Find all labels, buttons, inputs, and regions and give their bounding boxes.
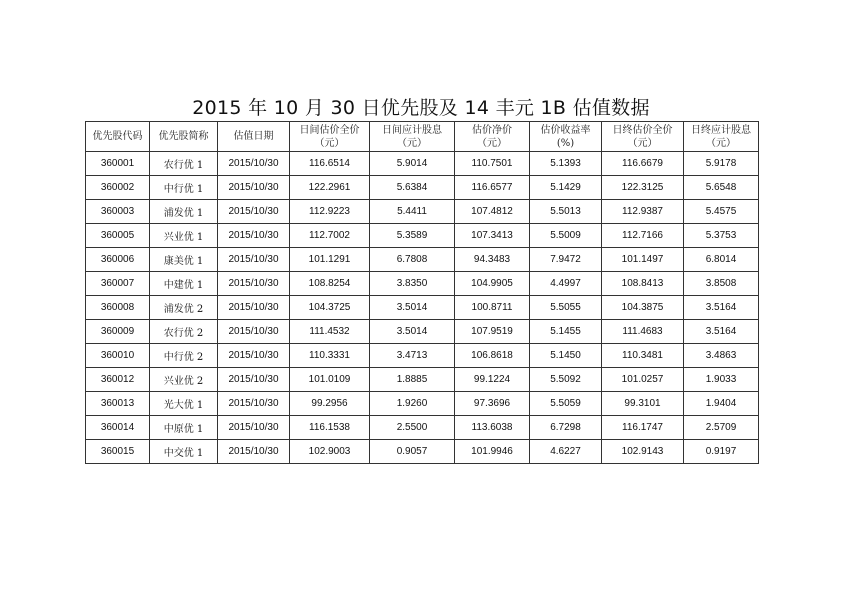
column-header-day-full [290, 122, 370, 152]
cell-eod-accrued: 5.3753 [684, 224, 759, 248]
cell-day-accrued: 3.4713 [370, 344, 455, 368]
cell-code: 360008 [86, 296, 150, 320]
table-row [86, 272, 759, 296]
cell-net: 97.3696 [455, 392, 530, 416]
cell-eod-accrued: 3.4863 [684, 344, 759, 368]
cell-name: 中建优 1 [150, 272, 218, 296]
cell-eod-full: 116.6679 [602, 152, 684, 176]
cell-day-full: 122.2961 [290, 176, 370, 200]
cell-yield: 4.6227 [530, 440, 602, 464]
cell-day-accrued: 2.5500 [370, 416, 455, 440]
cell-day-accrued: 5.6384 [370, 176, 455, 200]
column-header-unit: （元） [706, 137, 736, 149]
cell-code: 360014 [86, 416, 150, 440]
cell-net: 104.9905 [455, 272, 530, 296]
cell-code: 360001 [86, 152, 150, 176]
cell-eod-accrued: 3.5164 [684, 296, 759, 320]
cell-yield: 4.4997 [530, 272, 602, 296]
cell-eod-accrued: 5.6548 [684, 176, 759, 200]
cell-day-full: 102.9003 [290, 440, 370, 464]
cell-net: 107.4812 [455, 200, 530, 224]
column-header-label: 日终估价全价 [612, 124, 673, 136]
cell-day-accrued: 5.4411 [370, 200, 455, 224]
cell-yield: 5.1393 [530, 152, 602, 176]
cell-eod-full: 101.0257 [602, 368, 684, 392]
cell-date: 2015/10/30 [218, 344, 290, 368]
cell-yield: 5.5092 [530, 368, 602, 392]
cell-yield: 5.1450 [530, 344, 602, 368]
cell-eod-accrued: 6.8014 [684, 248, 759, 272]
cell-day-accrued: 1.8885 [370, 368, 455, 392]
cell-eod-accrued: 1.9033 [684, 368, 759, 392]
cell-day-full: 99.2956 [290, 392, 370, 416]
cell-name: 浦发优 1 [150, 200, 218, 224]
cell-date: 2015/10/30 [218, 416, 290, 440]
cell-code: 360007 [86, 272, 150, 296]
cell-eod-full: 122.3125 [602, 176, 684, 200]
cell-day-accrued: 1.9260 [370, 392, 455, 416]
cell-code: 360009 [86, 320, 150, 344]
cell-name: 农行优 1 [150, 152, 218, 176]
cell-date: 2015/10/30 [218, 320, 290, 344]
cell-yield: 6.7298 [530, 416, 602, 440]
column-header-label: 优先股代码 [92, 131, 143, 142]
column-header-eod-full [602, 122, 684, 152]
cell-eod-accrued: 2.5709 [684, 416, 759, 440]
cell-date: 2015/10/30 [218, 152, 290, 176]
cell-date: 2015/10/30 [218, 272, 290, 296]
cell-day-full: 112.9223 [290, 200, 370, 224]
cell-date: 2015/10/30 [218, 440, 290, 464]
cell-date: 2015/10/30 [218, 200, 290, 224]
cell-yield: 5.5055 [530, 296, 602, 320]
table-row [86, 296, 759, 320]
cell-eod-full: 99.3101 [602, 392, 684, 416]
cell-name: 兴业优 2 [150, 368, 218, 392]
cell-name: 农行优 2 [150, 320, 218, 344]
cell-day-full: 111.4532 [290, 320, 370, 344]
cell-date: 2015/10/30 [218, 224, 290, 248]
cell-eod-full: 112.9387 [602, 200, 684, 224]
column-header-label: 日间估价全价 [299, 124, 360, 136]
cell-code: 360005 [86, 224, 150, 248]
table-row [86, 440, 759, 464]
cell-eod-accrued: 3.8508 [684, 272, 759, 296]
cell-name: 兴业优 1 [150, 224, 218, 248]
cell-code: 360013 [86, 392, 150, 416]
cell-eod-accrued: 3.5164 [684, 320, 759, 344]
column-header-label: 优先股简称 [158, 131, 209, 142]
cell-net: 99.1224 [455, 368, 530, 392]
cell-eod-accrued: 5.4575 [684, 200, 759, 224]
cell-yield: 5.5009 [530, 224, 602, 248]
column-header-date [218, 122, 290, 152]
cell-eod-full: 111.4683 [602, 320, 684, 344]
header-row [86, 122, 759, 152]
cell-day-full: 116.1538 [290, 416, 370, 440]
column-header-label: 估价收益率 [540, 124, 591, 136]
column-header-yield [530, 122, 602, 152]
table-row [86, 248, 759, 272]
column-header-unit: （元） [477, 137, 507, 149]
cell-net: 110.7501 [455, 152, 530, 176]
cell-code: 360015 [86, 440, 150, 464]
column-header-eod-accrued [684, 122, 759, 152]
cell-code: 360012 [86, 368, 150, 392]
column-header-unit: （元） [314, 137, 345, 149]
cell-day-accrued: 3.8350 [370, 272, 455, 296]
table-row [86, 416, 759, 440]
column-header-label: 日间应计股息 [382, 124, 442, 136]
valuation-table [85, 121, 759, 464]
cell-yield: 5.5013 [530, 200, 602, 224]
cell-day-accrued: 6.7808 [370, 248, 455, 272]
column-header-unit: （元） [397, 137, 427, 149]
page-title: 2015 年 10 月 30 日优先股及 14 丰元 1B 估值数据 [192, 97, 650, 119]
column-header-day-accrued [370, 122, 455, 152]
cell-net: 101.9946 [455, 440, 530, 464]
cell-eod-full: 112.7166 [602, 224, 684, 248]
cell-net: 107.3413 [455, 224, 530, 248]
cell-code: 360010 [86, 344, 150, 368]
cell-code: 360003 [86, 200, 150, 224]
column-header-name [150, 122, 218, 152]
cell-eod-full: 116.1747 [602, 416, 684, 440]
cell-day-full: 116.6514 [290, 152, 370, 176]
table-row [86, 200, 759, 224]
cell-eod-accrued: 5.9178 [684, 152, 759, 176]
cell-day-full: 108.8254 [290, 272, 370, 296]
column-header-unit: （元） [627, 137, 658, 149]
cell-name: 中交优 1 [150, 440, 218, 464]
table-row [86, 392, 759, 416]
cell-name: 康美优 1 [150, 248, 218, 272]
cell-net: 100.8711 [455, 296, 530, 320]
table-body [86, 152, 759, 464]
table-row [86, 176, 759, 200]
cell-net: 113.6038 [455, 416, 530, 440]
cell-day-accrued: 5.3589 [370, 224, 455, 248]
cell-day-full: 104.3725 [290, 296, 370, 320]
cell-yield: 5.1455 [530, 320, 602, 344]
cell-eod-full: 108.8413 [602, 272, 684, 296]
column-header-unit: (%) [556, 137, 575, 149]
cell-net: 116.6577 [455, 176, 530, 200]
cell-day-accrued: 3.5014 [370, 296, 455, 320]
cell-code: 360002 [86, 176, 150, 200]
cell-eod-full: 104.3875 [602, 296, 684, 320]
column-header-net [455, 122, 530, 152]
cell-day-full: 101.0109 [290, 368, 370, 392]
cell-net: 106.8618 [455, 344, 530, 368]
cell-eod-accrued: 0.9197 [684, 440, 759, 464]
cell-date: 2015/10/30 [218, 368, 290, 392]
cell-name: 中原优 1 [150, 416, 218, 440]
cell-net: 107.9519 [455, 320, 530, 344]
table-row [86, 368, 759, 392]
cell-yield: 5.5059 [530, 392, 602, 416]
column-header-label: 估值日期 [233, 131, 274, 142]
column-header-label: 日终应计股息 [691, 124, 751, 136]
cell-eod-full: 102.9143 [602, 440, 684, 464]
cell-name: 浦发优 2 [150, 296, 218, 320]
cell-date: 2015/10/30 [218, 392, 290, 416]
cell-name: 中行优 2 [150, 344, 218, 368]
cell-day-accrued: 5.9014 [370, 152, 455, 176]
cell-day-accrued: 3.5014 [370, 320, 455, 344]
cell-eod-accrued: 1.9404 [684, 392, 759, 416]
column-header-label: 估价净价 [472, 124, 512, 136]
column-header-code [86, 122, 150, 152]
cell-eod-full: 110.3481 [602, 344, 684, 368]
cell-yield: 7.9472 [530, 248, 602, 272]
cell-day-accrued: 0.9057 [370, 440, 455, 464]
table-row [86, 344, 759, 368]
cell-day-full: 101.1291 [290, 248, 370, 272]
cell-date: 2015/10/30 [218, 296, 290, 320]
cell-day-full: 110.3331 [290, 344, 370, 368]
cell-date: 2015/10/30 [218, 176, 290, 200]
table-row [86, 224, 759, 248]
cell-name: 光大优 1 [150, 392, 218, 416]
table-row [86, 320, 759, 344]
cell-eod-full: 101.1497 [602, 248, 684, 272]
cell-name: 中行优 1 [150, 176, 218, 200]
table-row [86, 152, 759, 176]
cell-day-full: 112.7002 [290, 224, 370, 248]
cell-yield: 5.1429 [530, 176, 602, 200]
cell-date: 2015/10/30 [218, 248, 290, 272]
cell-code: 360006 [86, 248, 150, 272]
cell-net: 94.3483 [455, 248, 530, 272]
